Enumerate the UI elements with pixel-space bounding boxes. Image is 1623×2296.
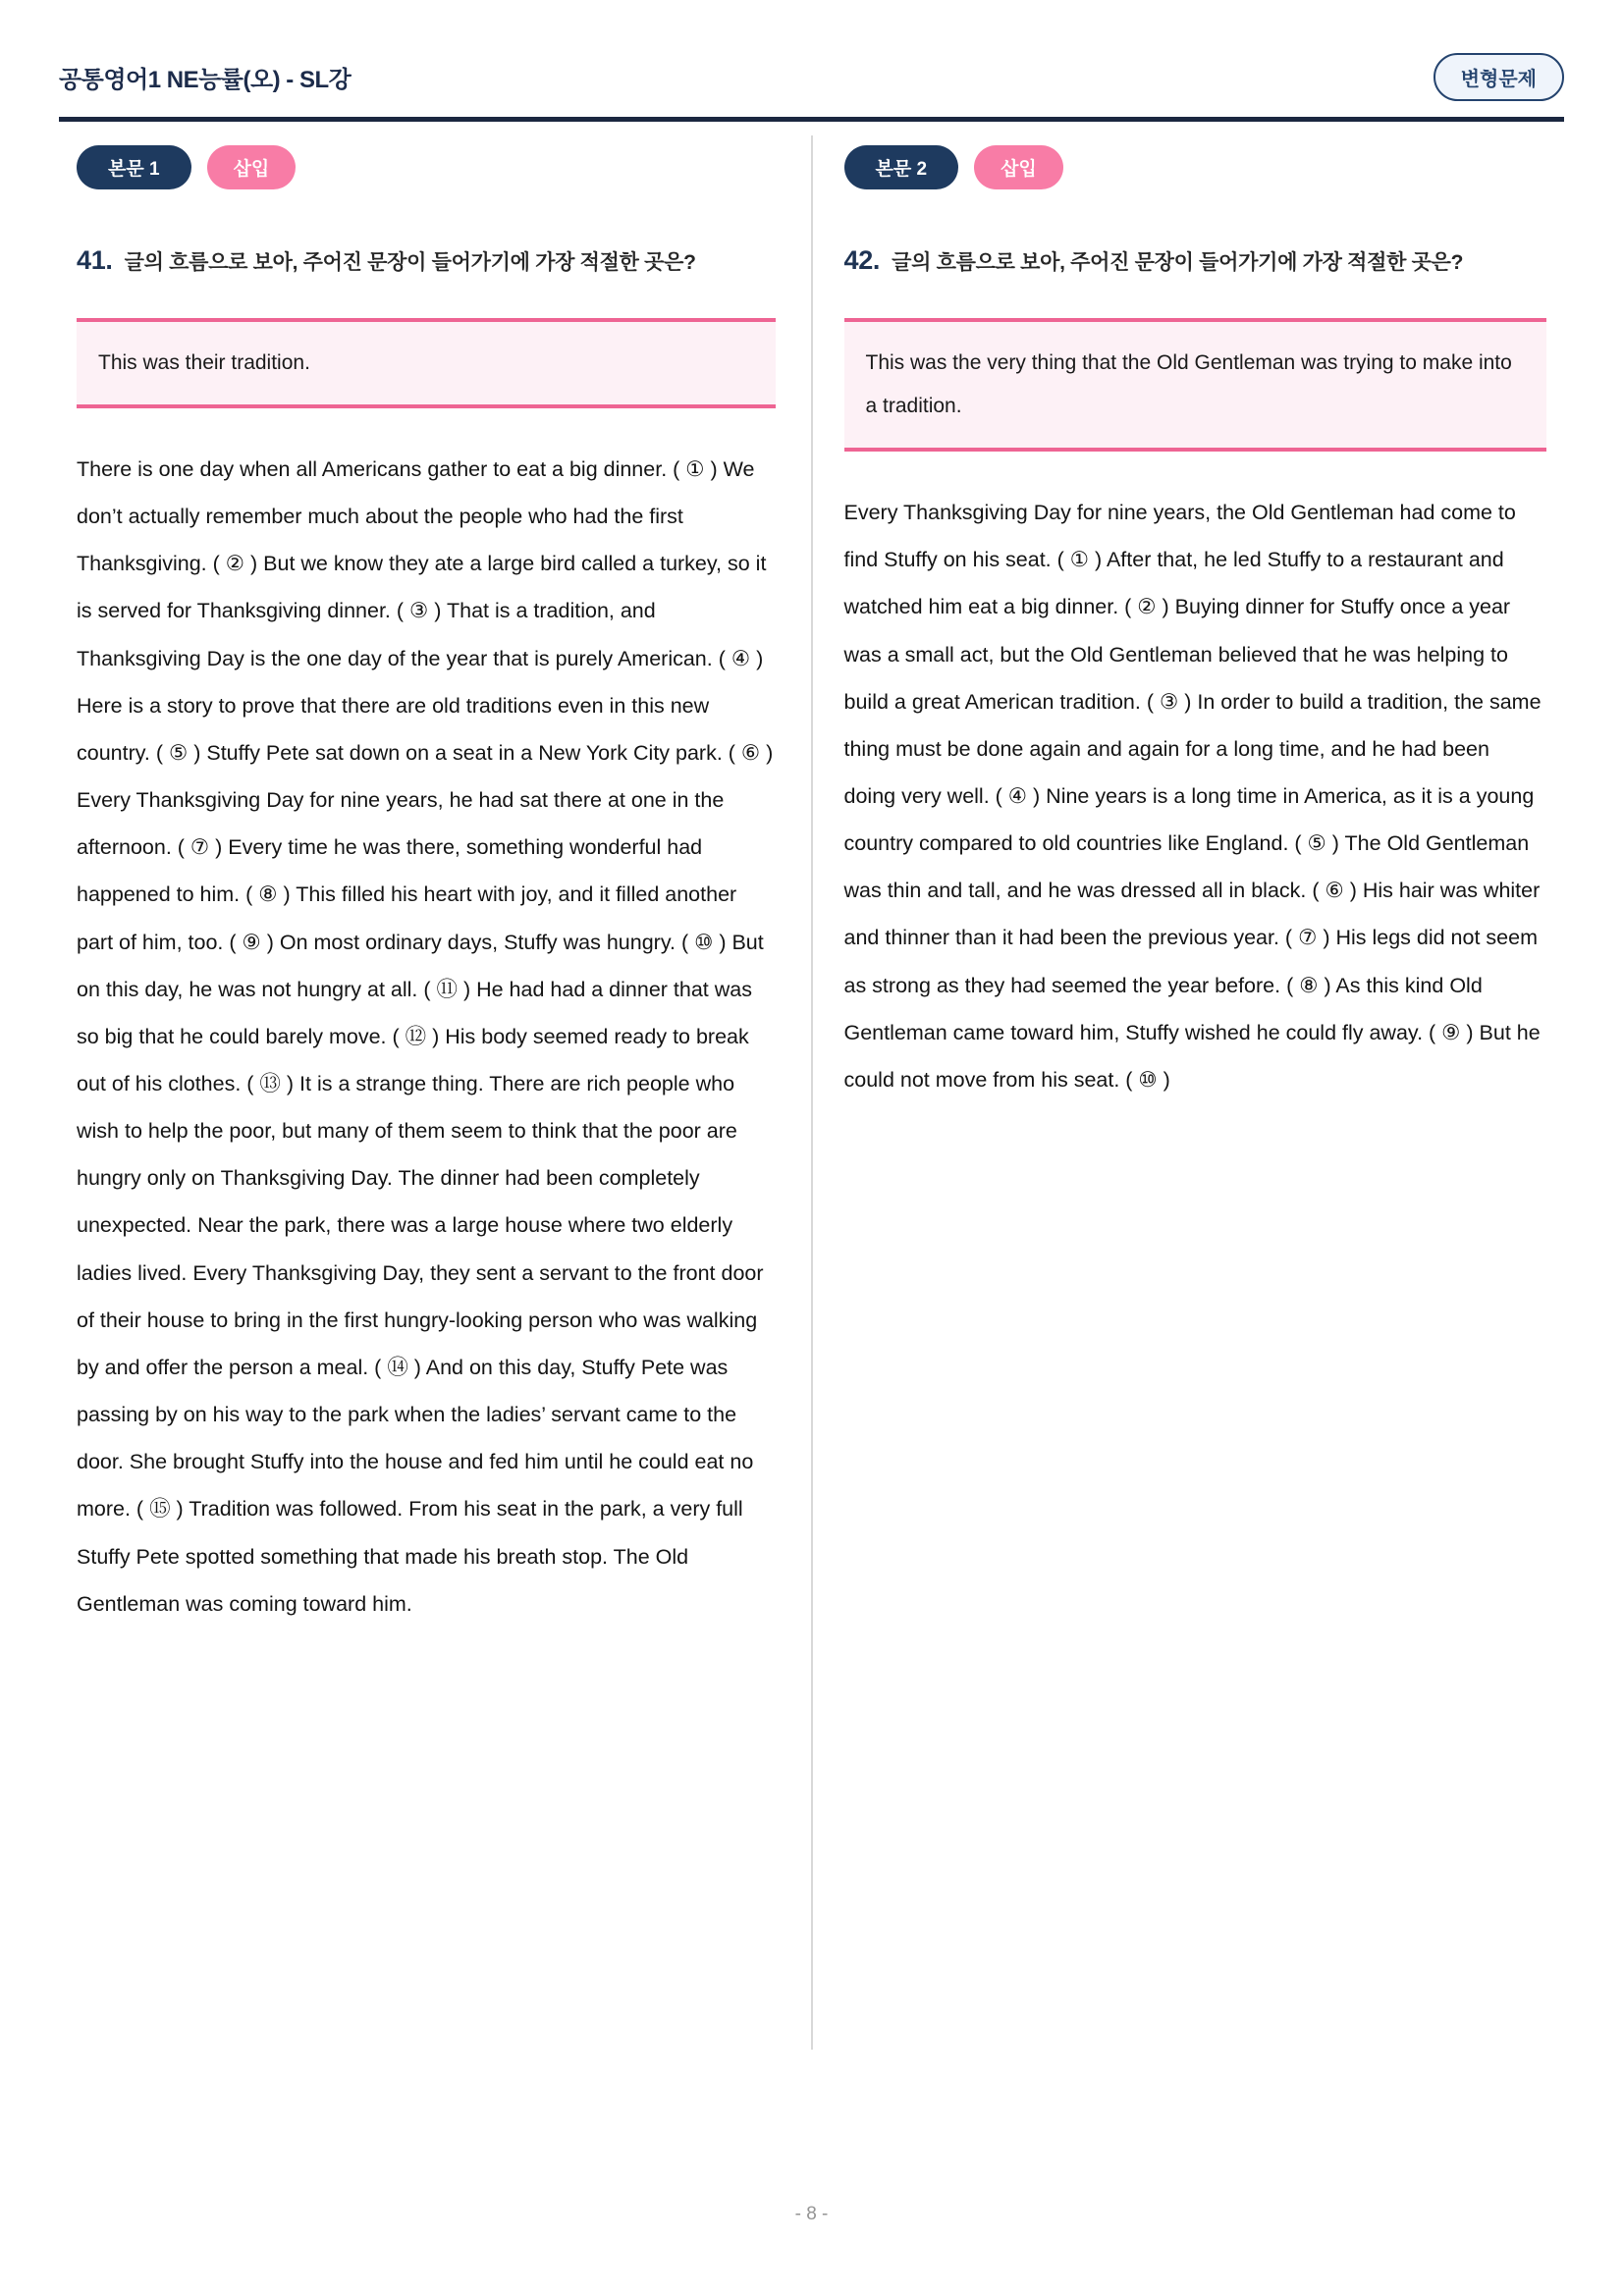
question-42-given-sentence: This was the very thing that the Old Gentleman was trying to make into a tradition. [865,350,1512,417]
question-41-prompt: 글의 흐름으로 보아, 주어진 문장이 들어가기에 가장 적절한 곳은? [124,251,696,274]
page-footer [0,2204,1623,2225]
question-42-badge-row [844,145,1547,189]
question-41-title [77,227,776,294]
question-41-passage: There is one day when all Americans gather to eat a big dinner. ( ① ) We don’t actually remember much about the people who had the first Thanksgiving. ( ② ) But we know they ate a large bird called a turkey, so it is served for Thanksgiving dinner. ( ③ ) That is a tradition, and Thanksgiving Day is the one day of the year that is purely American. ( ④ ) Here is a story to prove that there are old traditions even in this new country. ( ⑤ ) Stuffy Pete sat down on a seat in a New York City park. ( ⑥ ) Every Thanksgiving Day for nine years, he had sat there at one in the afternoon. ( ⑦ ) Every time he was there, something wonderful had happened to him. ( ⑧ ) This filled his heart with joy, and it filled another part of him, too. ( ⑨ ) On most ordinary days, Stuffy was hungry. ( ⑩ ) But on this day, he was not hungry at all. ( ⑪ ) He had had a dinner that was so big that he could barely move. ( ⑫ ) His body seemed ready to break out of his clothes. ( ⑬ ) It is a strange thing. There are rich people who wish to help the poor, but many of them seem to think that the poor are hungry only on Thanksgiving Day. The dinner had been completely unexpected. Near the park, there was a large house where two elderly ladies lived. Every Thanksgiving Day, they sent a servant to the front door of their house to bring in the first hungry-looking person who was walking by and offer the person a meal. ( ⑭ ) And on this day, Stuffy Pete was passing by on his way to the park when the ladies’ servant came to the door. She brought Stuffy into the house and fed him until he could eat no more. ( ⑮ ) Tradition was followed. From his seat in the park, a very full Stuffy Pete spotted something that made his breath stop. The Old Gentleman was coming toward him. [77,456,774,1616]
question-41-given-sentence-box [77,318,776,408]
question-42-section [813,135,1565,2050]
question-42-number: 42. [843,245,881,275]
source-badge-42: 본문 2 [844,145,959,189]
source-badge-41: 본문 1 [77,145,191,189]
page-number: - 8 - [794,2204,829,2224]
type-badge-42: 삽입 [974,145,1063,189]
question-41-badge-row [77,145,776,189]
question-42-given-sentence-box [844,318,1547,452]
question-41-given-sentence: This was their tradition. [98,350,310,374]
variant-problem-badge: 변형문제 [1434,53,1564,101]
type-badge-41: 삽입 [207,145,297,189]
question-42-passage: Every Thanksgiving Day for nine years, the Old Gentleman had come to find Stuffy on his seat. ( ① ) After that, he led Stuffy to a restaurant and watched him eat a big dinner. ( ② ) Buying dinner for Stuffy once a year was a small act, but the Old Gentleman believed that he was helping to build a great American tradition. ( ③ ) In order to build a tradition, the same thing must be done again and again for a long time, and he had been doing very well. ( ④ ) Nine years is a long time in America, as it is a young country compared to old countries like England. ( ⑤ ) The Old Gentleman was thin and tall, and he was dressed all in black. ( ⑥ ) His hair was whiter and thinner than it had been the previous year. ( ⑦ ) His legs did not seem as strong as they had seemed the year before. ( ⑧ ) As this kind Old Gentleman came toward him, Stuffy wished he could fly away. ( ⑨ ) But he could not move from his seat. ( ⑩ ) [843,501,1542,1092]
question-42-prompt: 글의 흐름으로 보아, 주어진 문장이 들어가기에 가장 적절한 곳은? [892,251,1464,274]
content-columns [59,135,1564,2050]
worksheet-title: 공통영어1 NE능률(오) - SL강 [59,67,352,93]
header-divider [59,117,1564,122]
question-42-title [844,227,1547,294]
question-41-number: 41. [77,245,113,275]
question-41-section [59,135,811,2050]
page-header [59,53,1564,101]
